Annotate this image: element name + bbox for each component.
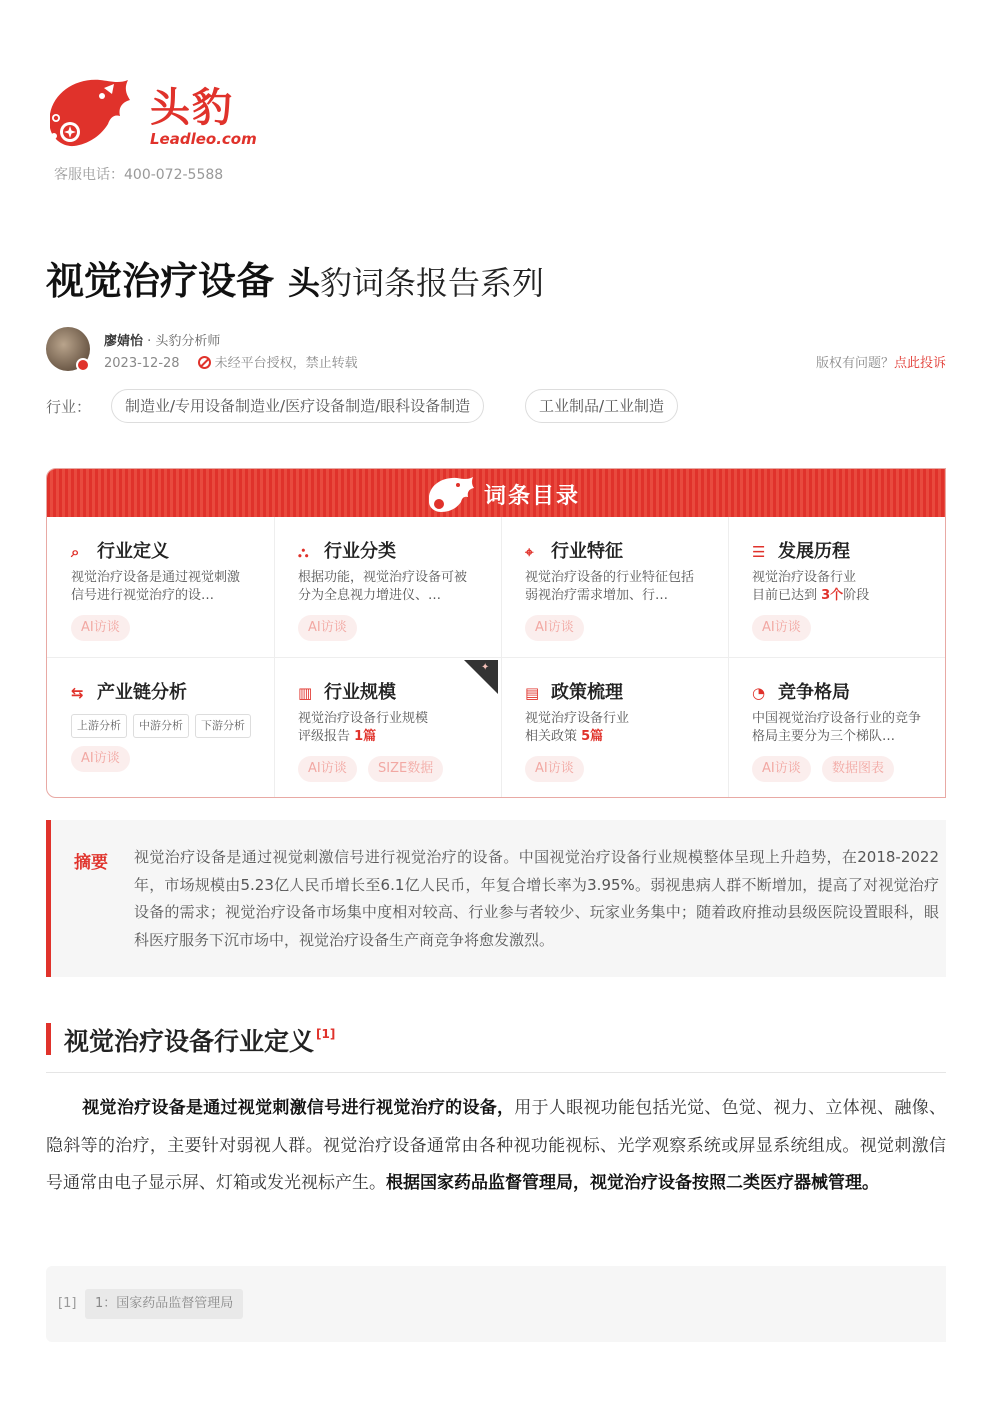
author-line bbox=[104, 330, 220, 349]
ai-interview-button[interactable]: AI访谈 bbox=[71, 746, 130, 772]
flow-icon: ⇆ bbox=[71, 684, 84, 702]
ai-interview-button[interactable]: AI访谈 bbox=[71, 615, 130, 641]
toc-item-desc: 视觉治疗设备是通过视觉刺激信号进行视觉治疗的设… bbox=[71, 570, 241, 603]
toc-item-desc: 视觉治疗设备行业 目前已达到 3个阶段 bbox=[752, 570, 870, 603]
pie-chart-icon: ◔ bbox=[752, 684, 766, 702]
toc-header bbox=[47, 469, 945, 517]
copyright-question: 版权有问题？ bbox=[815, 356, 894, 371]
ai-interview-button[interactable]: AI访谈 bbox=[752, 615, 811, 641]
toc-title: 词条目录 bbox=[484, 484, 581, 509]
toc-item-title: 行业分类 bbox=[324, 541, 396, 562]
summary-text: 视觉治疗设备是通过视觉刺激信号进行视觉治疗的设备。中国视觉治疗设备行业规模整体呈现上升趋势，在2018-2022年，市场规模由5.23亿人民币增长至6.1亿人民币，年复合增长率为3.95%。弱视患病人群不断增加，提高了对视觉治疗设备的需求；视觉治疗设备市场集中度相对较高、行业参与者较少、玩家业务集中；随着政府推动县级医院设置眼科，眼科医疗服务下沉市场中，视觉治疗设备生产商竞争将愈发激烈。 bbox=[134, 848, 939, 949]
brand-domain: Leadleo.com bbox=[150, 130, 257, 148]
report-series-brand: 头 bbox=[288, 264, 321, 302]
timeline-icon: ☰ bbox=[752, 543, 766, 561]
divider bbox=[46, 1072, 946, 1073]
repost-notice: 未经平台授权，禁止转载 bbox=[214, 356, 358, 371]
toc-item-competition[interactable] bbox=[728, 658, 946, 798]
toc-item-title: 行业规模 bbox=[324, 682, 396, 703]
author-name[interactable]: 廖婧怡 bbox=[104, 334, 144, 349]
no-repost-icon bbox=[198, 356, 211, 369]
report-title-main: 视觉治疗设备 bbox=[46, 259, 275, 303]
size-data-button[interactable]: SIZE数据 bbox=[368, 756, 443, 782]
industry-label: 行业： bbox=[46, 398, 92, 416]
toc-item-desc: 视觉治疗设备行业 相关政策 5篇 bbox=[525, 711, 630, 744]
bar-chart-icon: ▥ bbox=[298, 684, 313, 702]
downstream-analysis-tag[interactable]: 下游分析 bbox=[195, 714, 251, 738]
industry-tag[interactable]: 工业制品/工业制造 bbox=[525, 389, 678, 423]
document-icon: ▤ bbox=[525, 684, 540, 702]
ai-interview-button[interactable]: AI访谈 bbox=[298, 756, 357, 782]
toc-item-title: 产业链分析 bbox=[97, 682, 187, 703]
ai-interview-button[interactable]: AI访谈 bbox=[298, 615, 357, 641]
toc-item-classification[interactable] bbox=[274, 517, 501, 658]
toc-item-title: 竞争格局 bbox=[778, 682, 850, 703]
toc-item-features[interactable] bbox=[501, 517, 728, 658]
brand-logo[interactable] bbox=[44, 70, 264, 160]
leopard-logo-icon bbox=[44, 74, 132, 152]
toc-item-policy[interactable] bbox=[501, 658, 728, 798]
meta-line bbox=[104, 352, 358, 371]
industry-tag[interactable]: 制造业/专用设备制造业/医疗设备制造/眼科设备制造 bbox=[111, 389, 484, 423]
midstream-analysis-tag[interactable]: 中游分析 bbox=[133, 714, 189, 738]
toc-card bbox=[46, 468, 946, 798]
ai-interview-button[interactable]: AI访谈 bbox=[525, 756, 584, 782]
data-chart-button[interactable]: 数据图表 bbox=[822, 756, 894, 782]
hotline-text: 客服电话：400-072-5588 bbox=[54, 167, 224, 183]
upstream-analysis-tag[interactable]: 上游分析 bbox=[71, 714, 127, 738]
toc-item-desc: 根据功能，视觉治疗设备可被分为全息视力增进仪、… bbox=[298, 570, 468, 603]
section-title: 视觉治疗设备行业定义 [1] bbox=[64, 1027, 336, 1056]
toc-item-chain[interactable] bbox=[47, 658, 274, 798]
reference-item[interactable]: 1：国家药品监督管理局 bbox=[85, 1289, 243, 1319]
references-box bbox=[46, 1266, 946, 1342]
toc-item-desc: 视觉治疗设备的行业特征包括弱视治疗需求增加、行… bbox=[525, 570, 695, 603]
definition-body: 用于人眼视功能包括光觉、色觉、视力、立体视、融像、隐斜等的治疗，主要针对弱视人群。视觉治疗设备通常由各种视功能视标、光学观察系统或屏显系统组成。视觉刺激信号通常由电子显示屏、灯箱或发光视标产生。 bbox=[46, 1098, 946, 1193]
author-role: · 头豹分析师 bbox=[143, 334, 221, 349]
definition-lead: 视觉治疗设备是通过视觉刺激信号进行视觉治疗的设备， bbox=[82, 1098, 515, 1118]
avatar-badge-icon bbox=[76, 358, 90, 372]
reference-index: [1] bbox=[58, 1296, 77, 1311]
summary-box bbox=[46, 820, 946, 977]
toc-item-title: 政策梳理 bbox=[551, 682, 623, 703]
report-title bbox=[46, 250, 544, 305]
search-frame-icon: ⌕ bbox=[71, 543, 80, 561]
toc-item-title: 行业定义 bbox=[97, 541, 169, 562]
copyright-line bbox=[816, 352, 946, 371]
toc-item-title: 行业特征 bbox=[551, 541, 623, 562]
section-accent-bar bbox=[46, 1023, 51, 1055]
toc-item-history[interactable] bbox=[728, 517, 946, 658]
star-icon: ✦ bbox=[481, 662, 490, 673]
toc-item-definition[interactable] bbox=[47, 517, 274, 658]
citation-link[interactable]: [1] bbox=[316, 1027, 336, 1041]
publish-date: 2023-12-28 bbox=[104, 356, 180, 371]
toc-item-desc: 中国视觉治疗设备行业的竞争格局主要分为三个梯队… bbox=[752, 711, 922, 744]
summary-label: 摘要 bbox=[74, 853, 108, 873]
brand-name: 头豹 bbox=[150, 85, 234, 131]
definition-regulation: 根据国家药品监督管理局，视觉治疗设备按照二类医疗器械管理。 bbox=[386, 1173, 879, 1193]
hierarchy-icon: ⛬ bbox=[298, 543, 309, 561]
report-series-label: 豹词条报告系列 bbox=[320, 264, 545, 302]
leopard-head-icon bbox=[425, 474, 475, 514]
ai-interview-button[interactable]: AI访谈 bbox=[525, 615, 584, 641]
toc-item-title: 发展历程 bbox=[778, 541, 850, 562]
ai-interview-button[interactable]: AI访谈 bbox=[752, 756, 811, 782]
crosshair-icon: ⌖ bbox=[525, 543, 534, 561]
definition-paragraph bbox=[46, 1090, 946, 1240]
toc-item-desc: 视觉治疗设备行业规模 评级报告 1篇 bbox=[298, 711, 429, 744]
report-link[interactable]: 点此投诉 bbox=[893, 356, 946, 371]
